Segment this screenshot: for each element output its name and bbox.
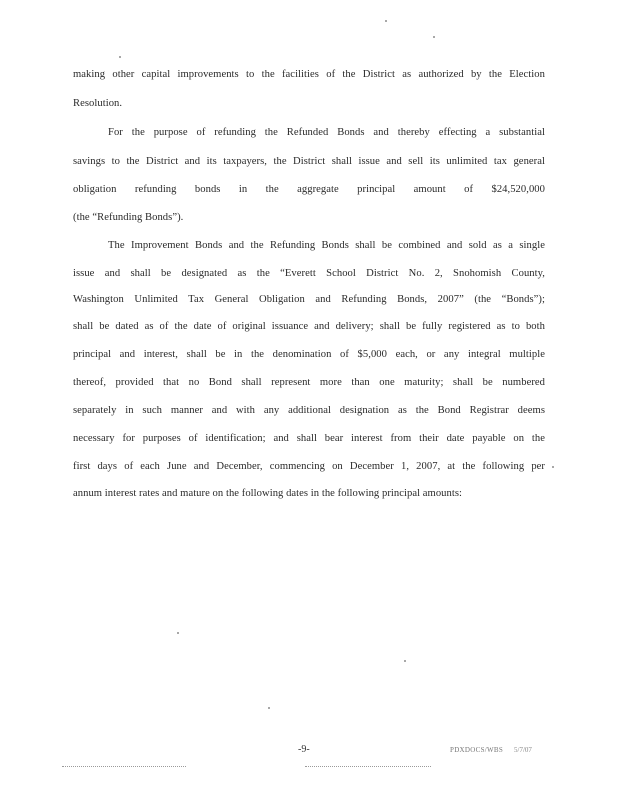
body-line: (the “Refunding Bonds”).: [73, 212, 184, 223]
body-line: annum interest rates and mature on the following dates in the following principal amounts:: [73, 488, 463, 499]
document-id: PDXDOCS/WBS: [450, 746, 504, 754]
scan-speck: [119, 56, 121, 58]
body-line: The Improvement Bonds and the Refunding Bonds shall be combined and sold as a single: [108, 240, 545, 251]
scan-speck: [268, 707, 270, 709]
body-line: separately in such manner and with any additional designation as the Bond Registrar deems: [73, 405, 545, 416]
footer-rule-left: [62, 766, 186, 767]
footer-rule-center: [305, 766, 431, 767]
scan-speck: [385, 20, 387, 22]
body-line: principal and interest, shall be in the denomination of $5,000 each, or any integral multiple: [73, 349, 545, 360]
scan-speck: [433, 36, 435, 38]
document-date: 5/7/07: [514, 746, 532, 754]
scan-speck: [404, 660, 406, 662]
body-line: issue and shall be designated as the “Everett School District No. 2, Snohomish County,: [73, 268, 545, 279]
body-line: necessary for purposes of identification; and shall bear interest from their date payable on the: [73, 433, 545, 444]
body-line: Resolution.: [73, 98, 123, 109]
scan-speck: [552, 466, 554, 468]
body-line: Washington Unlimited Tax General Obligation and Refunding Bonds, 2007” (the “Bonds”);: [73, 294, 545, 305]
body-line: shall be dated as of the date of original issuance and delivery; shall be fully registered as to both: [73, 321, 545, 332]
body-line: first days of each June and December, commencing on December 1, 2007, at the following per: [73, 461, 545, 472]
scan-speck: [177, 632, 179, 634]
body-line: thereof, provided that no Bond shall represent more than one maturity; shall be numbered: [73, 377, 545, 388]
page-number: -9-: [298, 744, 310, 755]
body-line: obligation refunding bonds in the aggregate principal amount of $24,520,000: [73, 184, 545, 195]
body-line: making other capital improvements to the facilities of the District as authorized by the Election: [73, 69, 545, 80]
body-line: savings to the District and its taxpayers, the District shall issue and sell its unlimited tax general: [73, 156, 545, 167]
body-line: For the purpose of refunding the Refunded Bonds and thereby effecting a substantial: [108, 127, 545, 138]
